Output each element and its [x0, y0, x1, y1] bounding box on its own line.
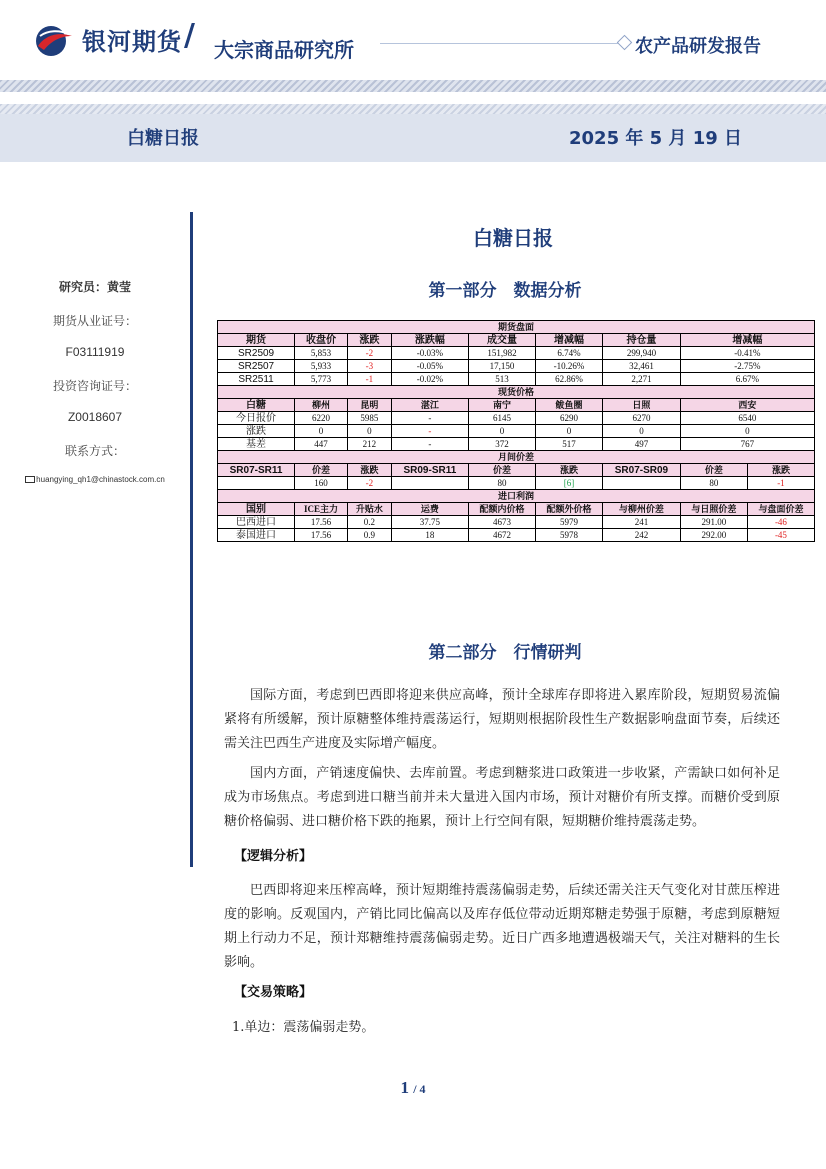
- spot-section-header: 现货价格: [218, 386, 815, 399]
- table-cell: 0.2: [347, 516, 391, 529]
- institute-name: 大宗商品研究所: [214, 38, 354, 62]
- table-cell: 0: [603, 425, 681, 438]
- table-cell: 0: [680, 425, 814, 438]
- table-cell: 292.00: [680, 529, 747, 542]
- sidebar-divider: [190, 212, 193, 867]
- import-col-header: 与盘面价差: [747, 503, 814, 516]
- table-cell: 0.9: [347, 529, 391, 542]
- table-cell: 212: [347, 438, 391, 451]
- table-cell: 447: [295, 438, 348, 451]
- spread-col-header: SR09-SR11: [391, 464, 468, 477]
- futures-col-header: 增减幅: [535, 334, 602, 347]
- futures-col-header: 持仓量: [603, 334, 681, 347]
- table-cell: 泰国进口: [218, 529, 295, 542]
- table-cell: -10.26%: [535, 360, 602, 373]
- table-cell: 151,982: [468, 347, 535, 360]
- table-cell: -45: [747, 529, 814, 542]
- import-col-header: 与柳州价差: [603, 503, 681, 516]
- table-cell: 497: [603, 438, 681, 451]
- table-cell: [603, 477, 681, 490]
- table-cell: 767: [680, 438, 814, 451]
- table-cell: -0.41%: [680, 347, 814, 360]
- header-divider: /: [184, 18, 195, 53]
- table-cell: [6]: [535, 477, 602, 490]
- spread-col-header: SR07-SR11: [218, 464, 295, 477]
- table-row: [218, 516, 815, 529]
- table-cell: 5985: [347, 412, 391, 425]
- table-cell: 160: [295, 477, 348, 490]
- futures-col-header: 涨跌幅: [391, 334, 468, 347]
- table-cell: 513: [468, 373, 535, 386]
- page-number: [0, 1078, 826, 1098]
- table-cell: 6270: [603, 412, 681, 425]
- table-cell: 今日报价: [218, 412, 295, 425]
- table-cell: 6145: [468, 412, 535, 425]
- table-cell: 5979: [535, 516, 602, 529]
- table-cell: 517: [535, 438, 602, 451]
- table-cell: -46: [747, 516, 814, 529]
- table-cell: 80: [680, 477, 747, 490]
- table-cell: -0.03%: [391, 347, 468, 360]
- galaxy-futures-logo-icon: [34, 24, 74, 58]
- table-cell: -: [391, 412, 468, 425]
- spread-col-header: 涨跌: [347, 464, 391, 477]
- domestic-paragraph: 国内方面，产销速度偏快、去库前置。考虑到糖浆进口政策进一步收紧，产需缺口如何补足成为市场焦点。考虑到进口糖当前并未大量进入国内市场，预计对糖价有所支撑。而糖价受到原糖价格偏弱、进口糖价格下跌的拖累，预计上行空间有限，短期糖价维持震荡走势。: [224, 766, 780, 829]
- spread-section-header: 月间价差: [218, 451, 815, 464]
- table-row: [218, 477, 815, 490]
- table-row: [218, 373, 815, 386]
- table-cell: 17.56: [295, 529, 348, 542]
- sugar-data-table: [217, 320, 815, 542]
- spot-col-header: 湛江: [391, 399, 468, 412]
- page-header: [0, 0, 826, 90]
- futures-col-header: 涨跌: [347, 334, 391, 347]
- futures-cert-number: F03111919: [65, 345, 125, 359]
- logic-analysis-paragraph: 巴西即将迎来压榨高峰，预计短期维持震荡偏弱走势，后续还需关注天气变化对甘蔗压榨进度的影响。反观国内，产销比同比偏高以及库存低位带动近期郑糖走势强于原糖，考虑到原糖短期上行动力不足，预计郑糖维持震荡偏弱走势。近日广西多地遭遇极端天气，关注对糖料的生长影响。: [224, 883, 780, 970]
- table-cell: 5,853: [295, 347, 348, 360]
- table-cell: 4672: [468, 529, 535, 542]
- table-cell: -0.02%: [391, 373, 468, 386]
- section-market-outlook-title: 第二部分 行情研判: [428, 643, 582, 663]
- table-cell: -: [391, 425, 468, 438]
- spread-header-row: [218, 464, 815, 477]
- advisory-cert-label: 投资咨询证号：: [52, 379, 137, 393]
- spread-col-header: SR07-SR09: [603, 464, 681, 477]
- spread-col-header: 涨跌: [535, 464, 602, 477]
- diamond-icon: [617, 35, 633, 51]
- logic-analysis-heading: 【逻辑分析】: [234, 849, 313, 864]
- table-cell: 0: [535, 425, 602, 438]
- import-col-header: 运费: [391, 503, 468, 516]
- contact-label: 联系方式：: [64, 444, 125, 458]
- table-cell: 372: [468, 438, 535, 451]
- table-cell: 6.67%: [680, 373, 814, 386]
- strategy-item: 1.单边：震荡偏弱走势。: [232, 1020, 375, 1035]
- table-row: [218, 425, 815, 438]
- table-cell: 巴西进口: [218, 516, 295, 529]
- advisory-cert-number: Z0018607: [67, 410, 123, 424]
- spot-col-header: 柳州: [295, 399, 348, 412]
- report-date: 2025 年 5 月 19 日: [569, 128, 743, 149]
- table-cell: 6290: [535, 412, 602, 425]
- import-section-header: 进口利润: [218, 490, 815, 503]
- researcher-name: 研究员：黄莹: [58, 280, 131, 294]
- table-cell: -2: [347, 477, 391, 490]
- table-cell: -0.05%: [391, 360, 468, 373]
- table-row: [218, 347, 815, 360]
- section-data-analysis-title: 第一部分 数据分析: [428, 281, 582, 301]
- company-name: 银河期货: [82, 28, 182, 56]
- spot-col-header: 南宁: [468, 399, 535, 412]
- table-cell: SR2507: [218, 360, 295, 373]
- spot-col-header: 昆明: [347, 399, 391, 412]
- table-row: [218, 438, 815, 451]
- table-cell: -2: [347, 347, 391, 360]
- spot-col-header: 日照: [603, 399, 681, 412]
- table-cell: 6220: [295, 412, 348, 425]
- table-row: [218, 412, 815, 425]
- import-col-header: 配额外价格: [535, 503, 602, 516]
- table-cell: 80: [468, 477, 535, 490]
- table-cell: SR2511: [218, 373, 295, 386]
- import-header-row: [218, 503, 815, 516]
- table-cell: 291.00: [680, 516, 747, 529]
- table-cell: 0: [468, 425, 535, 438]
- international-paragraph: 国际方面，考虑到巴西即将迎来供应高峰，预计全球库存即将进入累库阶段，短期贸易流偏紧将有所缓解，预计原糖整体维持震荡运行，短期则根据阶段性生产数据影响盘面节奏，后续还需关注巴西生产进度及实际增产幅度。: [224, 688, 780, 751]
- futures-col-header: 收盘价: [295, 334, 348, 347]
- table-cell: 涨跌: [218, 425, 295, 438]
- table-cell: 17.56: [295, 516, 348, 529]
- spot-header-row: [218, 399, 815, 412]
- table-row: [218, 360, 815, 373]
- spread-col-header: 价差: [680, 464, 747, 477]
- spot-col-header: 鲅鱼圈: [535, 399, 602, 412]
- import-col-header: 与日照价差: [680, 503, 747, 516]
- header-deco-line: [380, 43, 620, 44]
- futures-header-row: [218, 334, 815, 347]
- table-cell: 32,461: [603, 360, 681, 373]
- table-cell: 6540: [680, 412, 814, 425]
- table-cell: [391, 477, 468, 490]
- table-cell: 18: [391, 529, 468, 542]
- table-cell: -1: [347, 373, 391, 386]
- spread-col-header: 价差: [295, 464, 348, 477]
- contact-email[interactable]: huangying_qh1@chinastock.com.cn: [36, 475, 165, 484]
- spread-col-header: 涨跌: [747, 464, 814, 477]
- page-current: 1: [400, 1078, 409, 1097]
- table-cell: 6.74%: [535, 347, 602, 360]
- table-cell: -1: [747, 477, 814, 490]
- table-row: [218, 529, 815, 542]
- futures-section-header: 期货盘面: [218, 321, 815, 334]
- table-cell: 基差: [218, 438, 295, 451]
- table-cell: 62.86%: [535, 373, 602, 386]
- header-stripe: [0, 80, 826, 92]
- import-col-header: 配额内价格: [468, 503, 535, 516]
- table-cell: 37.75: [391, 516, 468, 529]
- report-title: 白糖日报: [127, 128, 199, 149]
- table-cell: -2.75%: [680, 360, 814, 373]
- futures-cert-label: 期货从业证号：: [52, 314, 137, 328]
- table-cell: SR2509: [218, 347, 295, 360]
- import-col-header: 国别: [218, 503, 295, 516]
- table-cell: 5978: [535, 529, 602, 542]
- table-cell: -: [391, 438, 468, 451]
- futures-col-header: 期货: [218, 334, 295, 347]
- futures-col-header: 增减幅: [680, 334, 814, 347]
- futures-col-header: 成交量: [468, 334, 535, 347]
- table-cell: 17,150: [468, 360, 535, 373]
- table-cell: 0: [347, 425, 391, 438]
- spot-col-header: 西安: [680, 399, 814, 412]
- document-title: 白糖日报: [473, 226, 553, 250]
- import-col-header: 升贴水: [347, 503, 391, 516]
- table-cell: 2,271: [603, 373, 681, 386]
- spread-col-header: 价差: [468, 464, 535, 477]
- spot-col-header: 白糖: [218, 399, 295, 412]
- table-cell: 5,933: [295, 360, 348, 373]
- table-cell: 299,940: [603, 347, 681, 360]
- table-cell: 4673: [468, 516, 535, 529]
- table-cell: 241: [603, 516, 681, 529]
- table-cell: [218, 477, 295, 490]
- import-col-header: ICE主力: [295, 503, 348, 516]
- table-cell: -3: [347, 360, 391, 373]
- title-band-stripe: [0, 104, 826, 114]
- trading-strategy-heading: 【交易策略】: [234, 985, 313, 1000]
- table-cell: 5,773: [295, 373, 348, 386]
- contact-email-row[interactable]: [0, 475, 190, 484]
- mail-icon: [25, 476, 35, 483]
- page-total: / 4: [413, 1082, 426, 1096]
- report-type: 农产品研发报告: [635, 36, 761, 57]
- table-cell: 242: [603, 529, 681, 542]
- table-cell: 0: [295, 425, 348, 438]
